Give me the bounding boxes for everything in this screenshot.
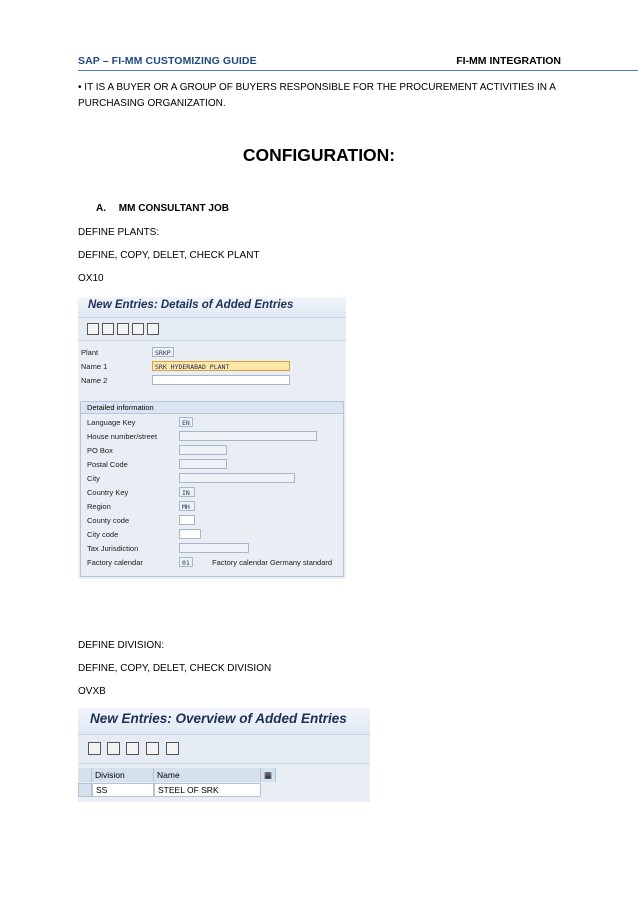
plants-tcode: OX10 [78, 273, 104, 284]
section-marker: A. [96, 203, 106, 214]
language-key-label: Language Key [87, 418, 136, 427]
factory-calendar-field[interactable]: 01 [179, 557, 193, 567]
city-field[interactable] [179, 473, 295, 483]
delete-icon[interactable] [107, 742, 120, 755]
column-header-division[interactable]: Division [92, 768, 154, 782]
column-header-name[interactable]: Name [154, 768, 261, 782]
sap-title-bar [78, 708, 370, 735]
po-box-field[interactable] [179, 445, 227, 455]
group-title-bar [81, 402, 343, 414]
plant-label: Plant [81, 348, 99, 357]
delete-icon[interactable] [147, 323, 159, 335]
tax-jurisdiction-field[interactable] [179, 543, 249, 553]
row-selector-header[interactable] [78, 768, 92, 782]
bullet-paragraph [78, 80, 558, 112]
street-label: House number/street [87, 432, 158, 441]
header-section: FI-MM INTEGRATION [456, 55, 561, 67]
plant-field[interactable]: SRKP [152, 347, 174, 357]
postal-code-label: Postal Code [87, 460, 128, 469]
edit-icon[interactable] [87, 323, 99, 335]
county-code-field[interactable] [179, 515, 195, 525]
header-title: SAP – FI-MM CUSTOMIZING GUIDE [78, 55, 257, 67]
division-subheading: DEFINE, COPY, DELET, CHECK DIVISION [78, 663, 272, 674]
sap-screen-title: New Entries: Overview of Added Entries [90, 711, 347, 726]
city-label: City [87, 474, 100, 483]
copy-icon[interactable] [117, 323, 129, 335]
region-label: Region [87, 502, 111, 511]
factory-calendar-label: Factory calendar [87, 558, 143, 567]
division-cell[interactable]: SS [92, 783, 154, 797]
plants-heading: DEFINE PLANTS: [78, 227, 160, 238]
name2-label: Name 2 [81, 376, 108, 385]
country-key-field[interactable]: IN [179, 487, 195, 497]
city-code-label: City code [87, 530, 119, 539]
region-field[interactable]: MH [179, 501, 195, 511]
section-title: MM CONSULTANT JOB [118, 203, 229, 214]
name2-field[interactable] [152, 375, 290, 385]
header-rule [78, 70, 638, 71]
document-icon[interactable] [132, 323, 144, 335]
city-code-field[interactable] [179, 529, 201, 539]
sap-title-bar [78, 297, 346, 318]
copy-icon[interactable] [146, 742, 159, 755]
street-field[interactable] [179, 431, 317, 441]
page-heading: CONFIGURATION: [242, 145, 396, 165]
postal-code-field[interactable] [179, 459, 227, 469]
name-cell[interactable]: STEEL OF SRK [154, 783, 261, 797]
sap-toolbar [78, 735, 370, 764]
sap-screen-title: New Entries: Details of Added Entries [88, 299, 294, 311]
sap-toolbar [78, 318, 346, 341]
section-heading [96, 203, 229, 214]
bullet-symbol: • [78, 82, 82, 93]
country-key-label: Country Key [87, 488, 129, 497]
check-icon[interactable] [166, 742, 179, 755]
division-heading: DEFINE DIVISION: [78, 640, 165, 651]
document-icon[interactable] [126, 742, 139, 755]
factory-calendar-description: Factory calendar Germany standard [212, 558, 333, 567]
sap-division-screen [78, 708, 370, 802]
name1-label: Name 1 [81, 362, 108, 371]
tax-jurisdiction-label: Tax Jurisdiction [87, 544, 139, 553]
po-box-label: PO Box [87, 446, 113, 455]
group-title: Detailed information [87, 403, 154, 412]
name1-field[interactable]: SRK HYDERABAD PLANT [152, 361, 290, 371]
sap-plant-screen [78, 297, 346, 579]
plants-subheading: DEFINE, COPY, DELET, CHECK PLANT [78, 250, 260, 261]
edit-icon[interactable] [88, 742, 101, 755]
division-table [78, 768, 276, 802]
row-selector[interactable] [78, 783, 92, 797]
language-key-field[interactable]: EN [179, 417, 193, 427]
save-icon[interactable] [102, 323, 114, 335]
division-tcode: OVXB [78, 686, 106, 697]
bullet-text: IT IS A BUYER OR A GROUP OF BUYERS RESPONSIBLE FOR THE PROCUREMENT ACTIVITIES IN A PURCHASING ORGANIZATION. [78, 82, 556, 109]
county-code-label: County code [87, 516, 130, 525]
table-settings-icon[interactable]: ▦ [261, 768, 276, 782]
